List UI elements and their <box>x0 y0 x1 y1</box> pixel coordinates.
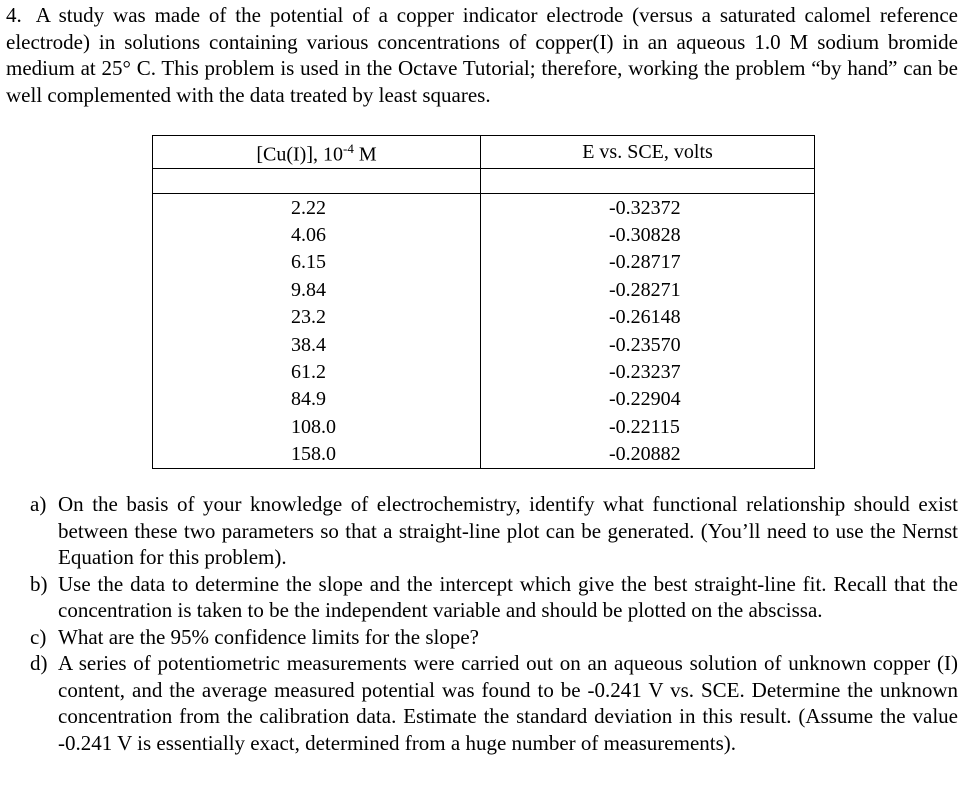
table-spacer-row <box>153 169 815 194</box>
question-item <box>30 650 958 756</box>
cell-potential: -0.22904 <box>481 386 815 413</box>
table-row <box>153 359 815 386</box>
question-letter: b) <box>30 571 48 596</box>
header-potential: E vs. SCE, volts <box>481 136 815 169</box>
table-row <box>153 304 815 331</box>
problem-intro <box>6 2 958 108</box>
question-text: On the basis of your knowledge of electrochemistry, identify what functional relationship should exist between these two parameters so that a straight-line plot can be generated. (You’ll need to use the Nernst Equation for this problem). <box>58 492 958 569</box>
problem-number: 4. <box>6 3 22 27</box>
table-row <box>153 222 815 249</box>
cell-potential: -0.22115 <box>481 413 815 440</box>
question-letter: d) <box>30 651 48 675</box>
question-text: What are the 95% confidence limits for the slope? <box>58 624 480 649</box>
table-row <box>153 413 815 440</box>
cell-potential: -0.32372 <box>481 194 815 222</box>
cell-concentration: 38.4 <box>153 331 481 358</box>
cell-potential: -0.26148 <box>481 304 815 331</box>
question-letter: a) <box>30 492 47 516</box>
question-text: Use the data to determine the slope and the intercept which give the best straight-line fit. Recall that the concentration is taken to be the independent variable and should be plotted on the abscissa. <box>58 571 958 622</box>
header-concentration: [Cu(I)], $10^{-4}$ M <box>153 136 481 169</box>
cell-concentration: 84.9 <box>153 386 481 413</box>
cell-potential: -0.28271 <box>481 276 815 303</box>
cell-concentration: 4.06 <box>153 222 481 249</box>
question-text: A series of potentiometric measurements were carried out on an aqueous solution of unknown copper (I) content, and the average measured potential was found to be -0.241 V vs. SCE. Determine the unknown concentration from the calibration data. Estimate the standard deviation in this result. (Assume the value -0.241 V is essentially exact, determined from a huge number of measurements). <box>58 651 958 755</box>
table-row <box>153 441 815 469</box>
table-row <box>153 249 815 276</box>
question-item <box>30 571 958 624</box>
cell-concentration: 108.0 <box>153 413 481 440</box>
cell-concentration: 6.15 <box>153 249 481 276</box>
question-list <box>30 491 958 756</box>
cell-concentration: 23.2 <box>153 304 481 331</box>
cell-potential: -0.20882 <box>481 441 815 469</box>
cell-potential: -0.23570 <box>481 331 815 358</box>
cell-potential: -0.30828 <box>481 222 815 249</box>
question-item <box>30 491 958 571</box>
problem-intro-text: A study was made of the potential of a copper indicator electrode (versus a saturated calomel reference electrode) in solutions containing various concentrations of copper(I) in an aqueous 1.0 M sodium bromide medium at 25° C. This problem is used in the Octave Tutorial; therefore, working the problem “by hand” can be well complemented with the data treated by least squares. <box>6 3 958 107</box>
header-concentration-exponent: -4 <box>343 141 354 156</box>
cell-concentration: 9.84 <box>153 276 481 303</box>
question-item <box>30 624 958 651</box>
table-row <box>153 331 815 358</box>
cell-potential: -0.28717 <box>481 249 815 276</box>
table-row <box>153 276 815 303</box>
question-letter: c) <box>30 624 47 649</box>
table-row <box>153 194 815 222</box>
cell-concentration: 2.22 <box>153 194 481 222</box>
cell-concentration: 61.2 <box>153 359 481 386</box>
cell-potential: -0.23237 <box>481 359 815 386</box>
cell-concentration: 158.0 <box>153 441 481 469</box>
table-row <box>153 386 815 413</box>
data-table <box>152 135 815 469</box>
table-header-row <box>153 136 815 169</box>
